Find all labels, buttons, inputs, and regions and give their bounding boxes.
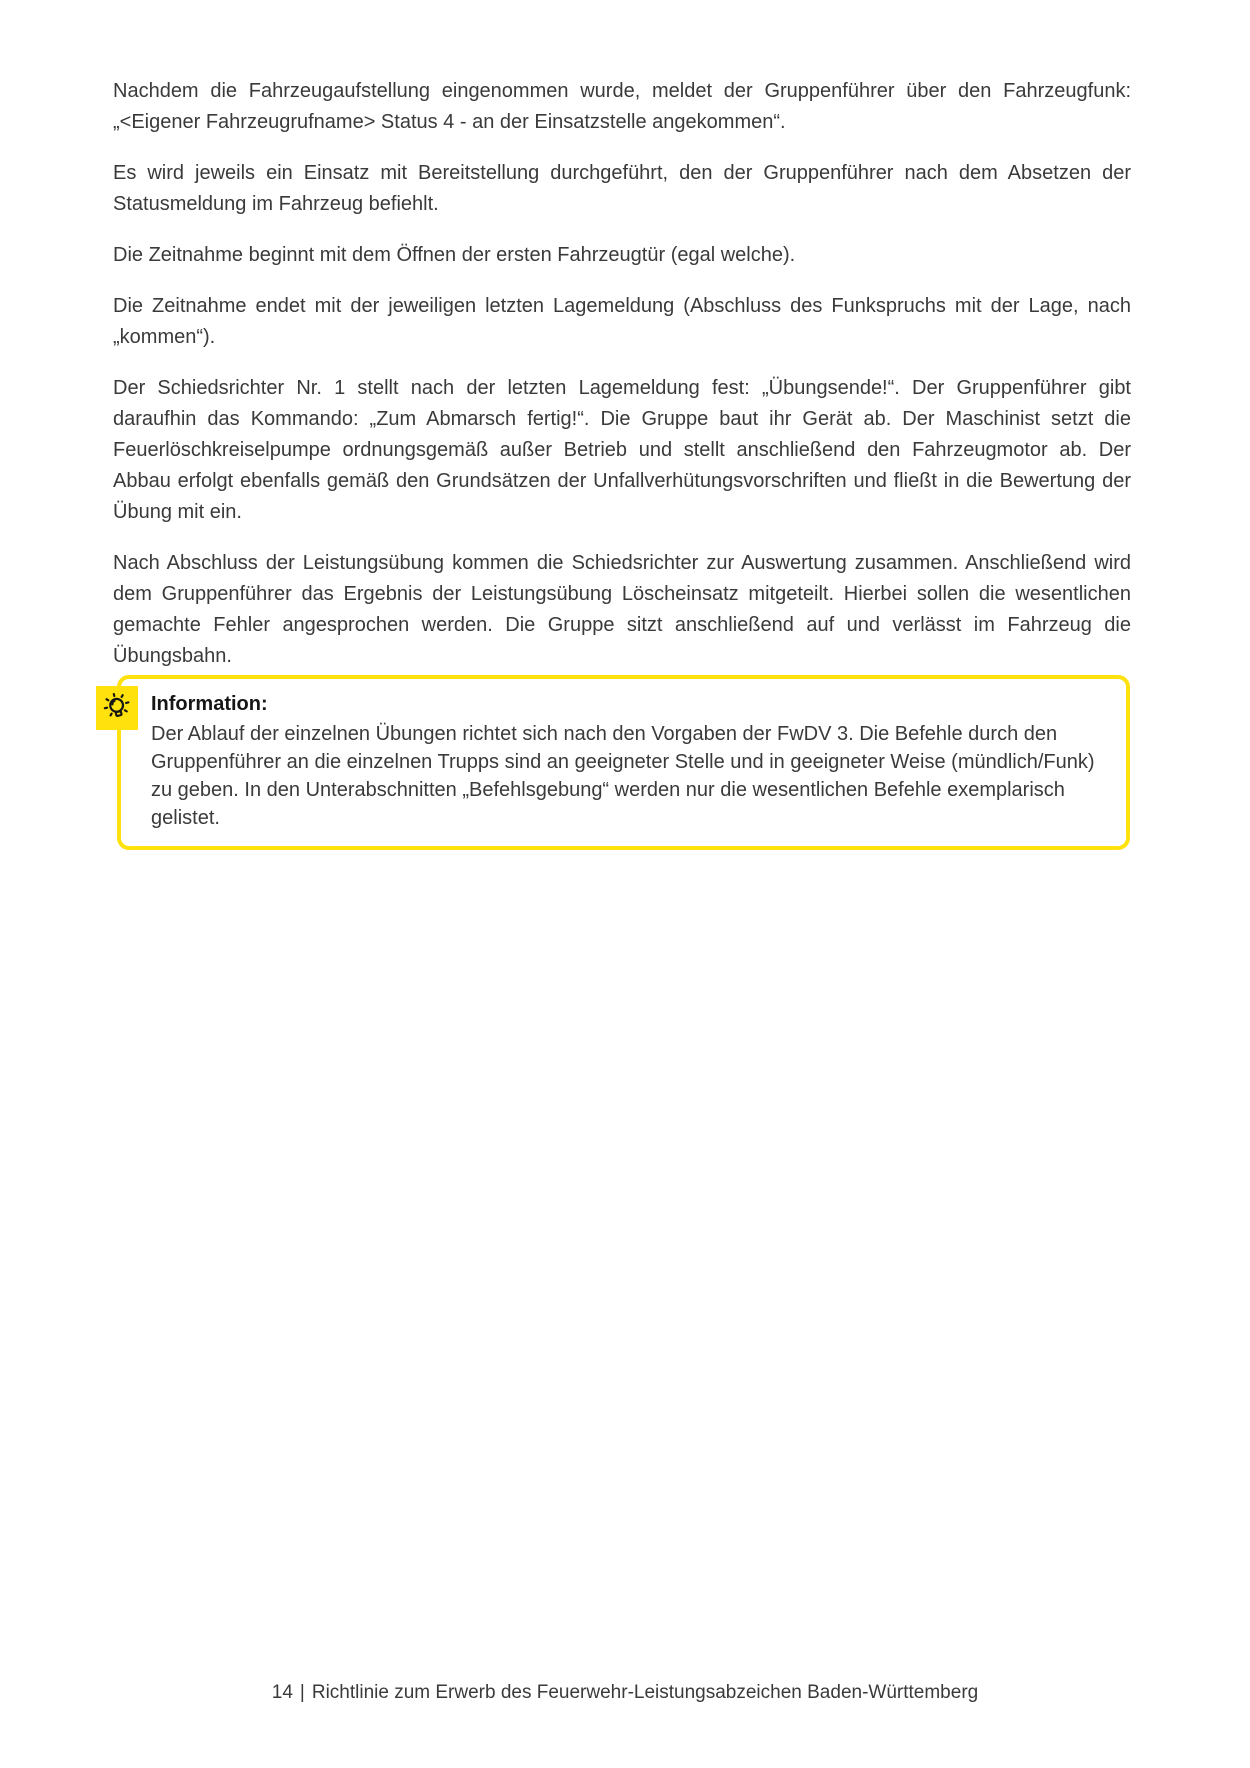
footer-title: Richtlinie zum Erwerb des Feuerwehr-Leistungsabzeichen Baden-Württemberg xyxy=(311,1682,979,1703)
paragraph: Die Zeitnahme endet mit der jeweiligen letzten Lagemeldung (Abschluss des Funkspruchs mit der Lage, nach „kommen“). xyxy=(113,295,1131,348)
page-footer xyxy=(0,1682,1250,1704)
paragraph: Die Zeitnahme beginnt mit dem Öffnen der ersten Fahrzeugtür (egal welche). xyxy=(113,244,796,266)
paragraph: Nachdem die Fahrzeugaufstellung eingenommen wurde, meldet der Gruppenführer über den Fahrzeugfunk: „<Eigener Fahrzeugrufname> Status 4 - an der Einsatzstelle angekommen“. xyxy=(113,80,1131,133)
footer-page-number: 14 xyxy=(271,1682,293,1703)
paragraphs xyxy=(113,76,1131,692)
paragraph: Der Schiedsrichter Nr. 1 stellt nach der letzten Lagemeldung fest: „Übungsende!“. Der Gruppenführer gibt daraufhin das Kommando: „Zum Abmarsch fertig!“. Die Gruppe baut ihr Gerät ab. Der Maschinist setzt die Feuerlöschkreiselpumpe ordnungsgemäß außer Betrieb und stellt anschließend den Fahrzeugmotor ab. Der Abbau erfolgt ebenfalls gemäß den Grundsätzen der Unfallverhütungsvorschriften und fließt in die Bewertung der Übung mit ein. xyxy=(113,377,1131,523)
information-box-body: Der Ablauf der einzelnen Übungen richtet sich nach den Vorgaben der FwDV 3. Die Befehle durch den Gruppenführer an die einzelnen Trupps sind an geeigneter Stelle und in geeigneter Weise (mündlich/Funk) zu geben. In den Unterabschnitten „Befehlsgebung“ werden nur die wesentlichen Befehle exemplarisch gelistet. xyxy=(151,723,1095,829)
information-box xyxy=(117,675,1130,850)
paragraph: Nach Abschluss der Leistungsübung kommen die Schiedsrichter zur Auswertung zusammen. Anschließend wird dem Gruppenführer das Ergebnis der Leistungsübung Löscheinsatz mitgeteilt. Hierbei sollen die wesentlichen gemachte Fehler angesprochen werden. Die Gruppe sitzt anschließend auf und verlässt im Fahrzeug die Übungsbahn. xyxy=(113,552,1131,667)
footer-separator: | xyxy=(299,1682,305,1703)
lightbulb-icon xyxy=(96,686,138,730)
paragraph: Es wird jeweils ein Einsatz mit Bereitstellung durchgeführt, den der Gruppenführer nach dem Absetzen der Statusmeldung im Fahrzeug befiehlt. xyxy=(113,162,1131,215)
information-box-title: Information: xyxy=(151,693,268,715)
